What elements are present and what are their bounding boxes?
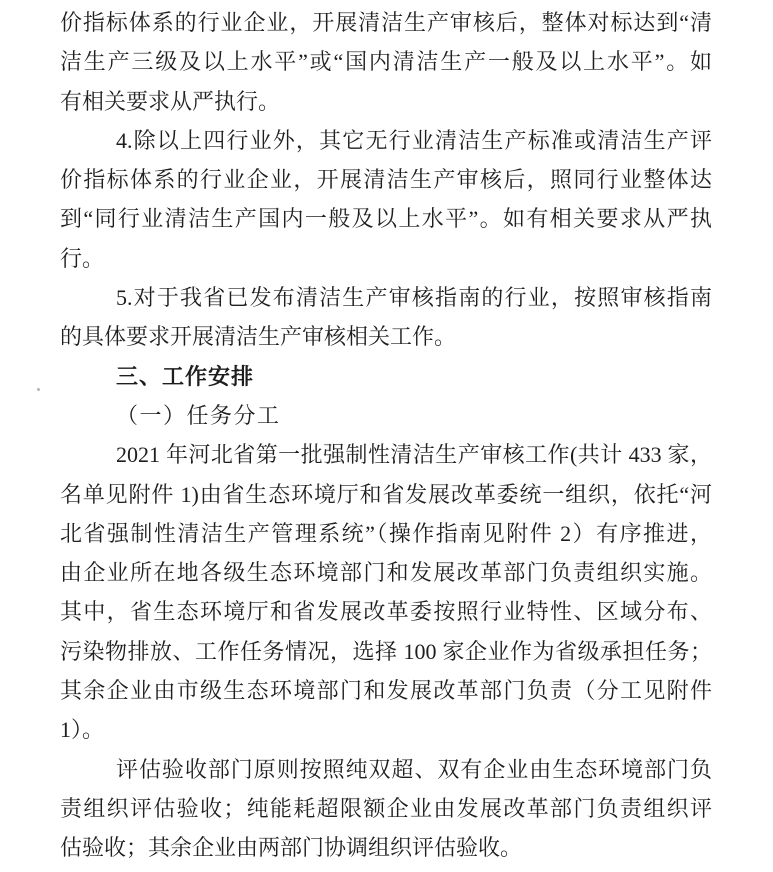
text-line: 责组织评估验收；纯能耗超限额企业由发展改革部门负责组织评 — [60, 795, 712, 821]
text-line: 行。 — [60, 245, 105, 271]
text-line: 估验收；其余企业由两部门协调组织评估验收。 — [60, 835, 523, 861]
text-line: 其余企业由市级生态环境部门和发展改革部门负责（分工见附件 — [60, 678, 712, 704]
text-line: 5.对于我省已发布清洁生产审核指南的行业，按照审核指南 — [116, 285, 712, 311]
text-line: 由企业所在地各级生态环境部门和发展改革部门负责组织实施。 — [60, 560, 712, 586]
text-line: 有相关要求从严执行。 — [60, 88, 281, 114]
text-line: 北省强制性清洁生产管理系统”（操作指南见附件 2）有序推进， — [60, 520, 712, 546]
section-heading: 三、工作安排 — [116, 363, 255, 389]
text-line: 到“同行业清洁生产国内一般及以上水平”。如有相关要求从严执 — [60, 206, 712, 232]
text-line: 价指标体系的行业企业，开展清洁生产审核后，整体对标达到“清 — [60, 10, 712, 35]
text-line: 的具体要求开展清洁生产审核相关工作。 — [60, 324, 457, 350]
text-line: 名单见附件 1)由省生态环境厅和省发展改革委统一组织，依托“河 — [60, 481, 712, 507]
text-line: 4.除以上四行业外，其它无行业清洁生产标准或清洁生产评 — [116, 127, 712, 153]
subsection-heading: （一）任务分工 — [116, 402, 281, 428]
text-line: 污染物排放、工作任务情况，选择 100 家企业作为省级承担任务； — [60, 638, 712, 664]
text-line: 其中，省生态环境厅和省发展改革委按照行业特性、区域分布、 — [60, 599, 712, 625]
text-line: 1）。 — [60, 717, 105, 743]
document-text-block — [60, 3, 712, 868]
text-line: 评估验收部门原则按照纯双超、双有企业由生态环境部门负 — [116, 756, 712, 782]
text-line: 洁生产三级及以上水平”或“国内清洁生产一般及以上水平”。如 — [60, 49, 712, 75]
scan-speck-artifact — [37, 388, 40, 391]
text-line: 价指标体系的行业企业，开展清洁生产审核后，照同行业整体达 — [60, 167, 712, 193]
text-line: 2021 年河北省第一批强制性清洁生产审核工作(共计 433 家， — [116, 442, 712, 468]
